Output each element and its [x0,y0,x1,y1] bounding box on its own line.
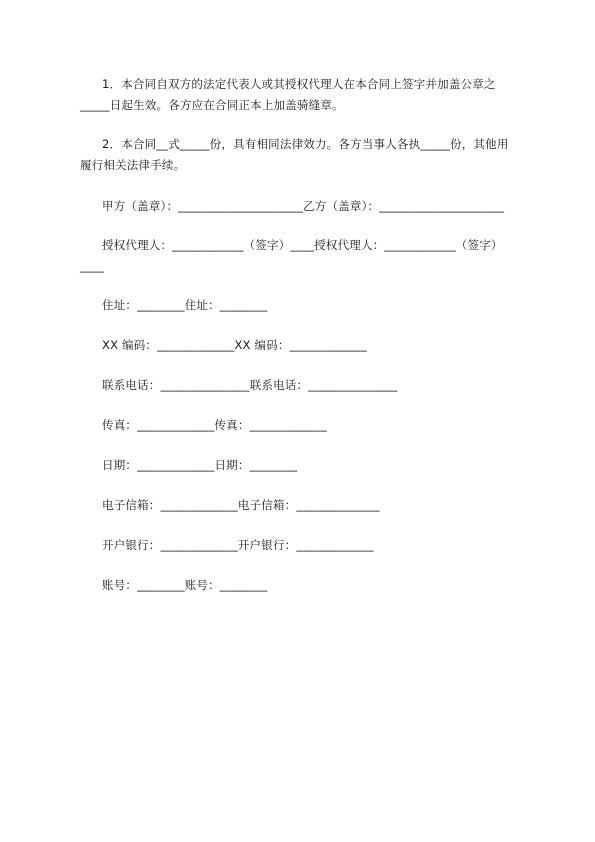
party-seal-line: 甲方（盖章）：_____________________乙方（盖章）：_____________________ [102,199,505,213]
clause-2-line-2: 履行相关法律手续。 [80,158,186,172]
authorized-agent-line: 授权代理人：____________（签字）____授权代理人：____________（签字） [102,238,503,252]
code-field: XX 编码：_____________XX 编码：_____________ [102,338,367,352]
bank-field: 开户银行：_____________开户银行：_____________ [102,538,374,552]
fax-field: 传真：_____________传真：_____________ [102,418,327,432]
address-field: 住址：________住址：________ [102,298,268,312]
clause-1-line-2: _____日起生效。各方应在合同正本上加盖骑缝章。 [80,98,344,112]
phone-field: 联系电话：_______________联系电话：_______________ [102,378,398,392]
authorized-agent-line-continued: ____ [80,259,104,273]
date-field: 日期：_____________日期：________ [102,458,298,472]
clause-1-line-1: 1．本合同自双方的法定代表人或其授权代理人在本合同上签字并加盖公章之 [102,77,496,91]
clause-2-line-1: 2．本合同__式_____份，具有相同法律效力。各方当事人各执_____份，其他用 [102,137,509,151]
email-field: 电子信箱：_____________电子信箱：______________ [102,498,380,512]
account-field: 账号：________账号：________ [102,578,268,592]
